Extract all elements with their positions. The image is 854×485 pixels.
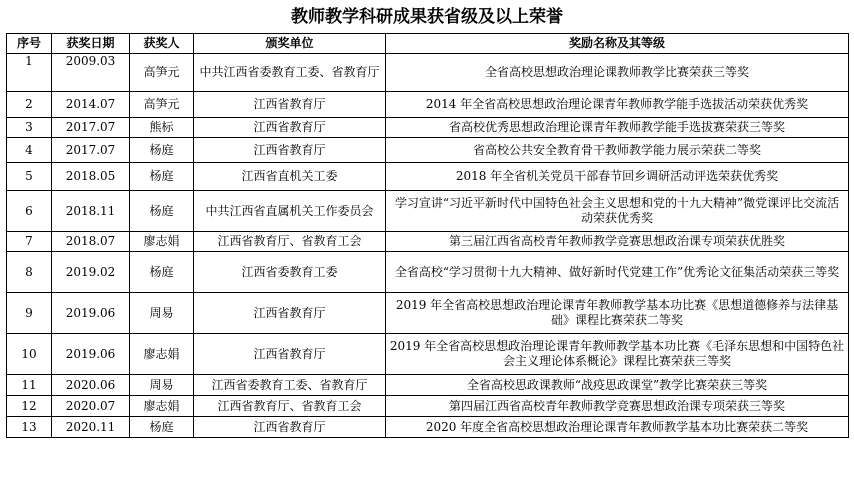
cell-unit: 江西省教育厅 xyxy=(194,92,386,118)
cell-person: 廖志娟 xyxy=(130,232,194,252)
cell-date: 2014.07 xyxy=(52,92,130,118)
cell-person: 周易 xyxy=(130,375,194,396)
cell-date: 2020.11 xyxy=(52,417,130,438)
awards-table xyxy=(6,33,849,438)
cell-no: 13 xyxy=(7,417,52,438)
table-row xyxy=(7,191,849,232)
cell-date: 2020.07 xyxy=(52,396,130,417)
cell-date: 2009.03 xyxy=(52,54,130,92)
cell-award: 省高校优秀思想政治理论课青年教师教学能手选拔赛荣获三等奖 xyxy=(386,118,849,138)
table-row xyxy=(7,417,849,438)
cell-unit: 江西省委教育工委 xyxy=(194,252,386,293)
table-row xyxy=(7,138,849,163)
cell-no: 5 xyxy=(7,163,52,191)
cell-no: 10 xyxy=(7,334,52,375)
cell-unit: 江西省教育厅 xyxy=(194,417,386,438)
cell-date: 2019.06 xyxy=(52,334,130,375)
column-header-no: 序号 xyxy=(7,34,52,54)
cell-award: 第三届江西省高校青年教师教学竞赛思想政治课专项荣获优胜奖 xyxy=(386,232,849,252)
cell-no: 11 xyxy=(7,375,52,396)
cell-person: 廖志娟 xyxy=(130,396,194,417)
cell-person: 廖志娟 xyxy=(130,334,194,375)
table-row xyxy=(7,163,849,191)
cell-date: 2018.07 xyxy=(52,232,130,252)
cell-person: 杨庭 xyxy=(130,252,194,293)
cell-no: 2 xyxy=(7,92,52,118)
cell-person: 杨庭 xyxy=(130,138,194,163)
table-row xyxy=(7,118,849,138)
cell-person: 高笋元 xyxy=(130,92,194,118)
cell-date: 2018.11 xyxy=(52,191,130,232)
cell-unit: 江西省教育厅、省教育工会 xyxy=(194,232,386,252)
cell-date: 2019.02 xyxy=(52,252,130,293)
cell-no: 7 xyxy=(7,232,52,252)
table-row xyxy=(7,396,849,417)
cell-unit: 江西省教育厅 xyxy=(194,118,386,138)
column-header-date: 获奖日期 xyxy=(52,34,130,54)
cell-unit: 江西省教育厅 xyxy=(194,138,386,163)
cell-award: 全省高校“学习贯彻十九大精神、做好新时代党建工作”优秀论文征集活动荣获三等奖 xyxy=(386,252,849,293)
cell-award: 2019 年全省高校思想政治理论课青年教师教学基本功比赛《毛泽东思想和中国特色社会主义理论体系概论》课程比赛荣获三等奖 xyxy=(386,334,849,375)
cell-unit: 江西省委教育工委、省教育厅 xyxy=(194,375,386,396)
cell-award: 2019 年全省高校思想政治理论课青年教师教学基本功比赛《思想道德修养与法律基础》课程比赛荣获二等奖 xyxy=(386,293,849,334)
cell-unit: 中共江西省直属机关工作委员会 xyxy=(194,191,386,232)
cell-no: 4 xyxy=(7,138,52,163)
cell-award: 省高校公共安全教育骨干教师教学能力展示荣获二等奖 xyxy=(386,138,849,163)
cell-person: 周易 xyxy=(130,293,194,334)
cell-no: 12 xyxy=(7,396,52,417)
column-header-award: 奖励名称及其等级 xyxy=(386,34,849,54)
cell-person: 杨庭 xyxy=(130,417,194,438)
table-row xyxy=(7,375,849,396)
cell-person: 熊标 xyxy=(130,118,194,138)
cell-award: 第四届江西省高校青年教师教学竞赛思想政治课专项荣获三等奖 xyxy=(386,396,849,417)
cell-unit: 江西省教育厅、省教育工会 xyxy=(194,396,386,417)
cell-unit: 江西省直机关工委 xyxy=(194,163,386,191)
cell-date: 2019.06 xyxy=(52,293,130,334)
cell-award: 2020 年度全省高校思想政治理论课青年教师教学基本功比赛荣获二等奖 xyxy=(386,417,849,438)
column-header-person: 获奖人 xyxy=(130,34,194,54)
cell-award: 全省高校思政课教师“战疫思政课堂”教学比赛荣获三等奖 xyxy=(386,375,849,396)
cell-person: 高笋元 xyxy=(130,54,194,92)
cell-award: 学习宣讲“习近平新时代中国特色社会主义思想和党的十九大精神”微党课评比交流活动荣获优秀奖 xyxy=(386,191,849,232)
cell-no: 3 xyxy=(7,118,52,138)
cell-person: 杨庭 xyxy=(130,163,194,191)
cell-unit: 中共江西省委教育工委、省教育厅 xyxy=(194,54,386,92)
cell-no: 9 xyxy=(7,293,52,334)
header-row xyxy=(7,34,849,54)
cell-unit: 江西省教育厅 xyxy=(194,334,386,375)
table-row xyxy=(7,54,849,92)
cell-no: 6 xyxy=(7,191,52,232)
cell-award: 全省高校思想政治理论课教师教学比赛荣获三等奖 xyxy=(386,54,849,92)
cell-date: 2018.05 xyxy=(52,163,130,191)
cell-award: 2018 年全省机关党员干部春节回乡调研活动评选荣获优秀奖 xyxy=(386,163,849,191)
table-row xyxy=(7,334,849,375)
cell-date: 2017.07 xyxy=(52,118,130,138)
cell-no: 1 xyxy=(7,54,52,92)
cell-award: 2014 年全省高校思想政治理论课青年教师教学能手选拔活动荣获优秀奖 xyxy=(386,92,849,118)
cell-date: 2017.07 xyxy=(52,138,130,163)
cell-unit: 江西省教育厅 xyxy=(194,293,386,334)
table-row xyxy=(7,232,849,252)
cell-date: 2020.06 xyxy=(52,375,130,396)
table-row xyxy=(7,293,849,334)
column-header-unit: 颁奖单位 xyxy=(194,34,386,54)
cell-person: 杨庭 xyxy=(130,191,194,232)
cell-no: 8 xyxy=(7,252,52,293)
table-row xyxy=(7,252,849,293)
page-title: 教师教学科研成果获省级及以上荣誉 xyxy=(291,7,563,27)
table-row xyxy=(7,92,849,118)
